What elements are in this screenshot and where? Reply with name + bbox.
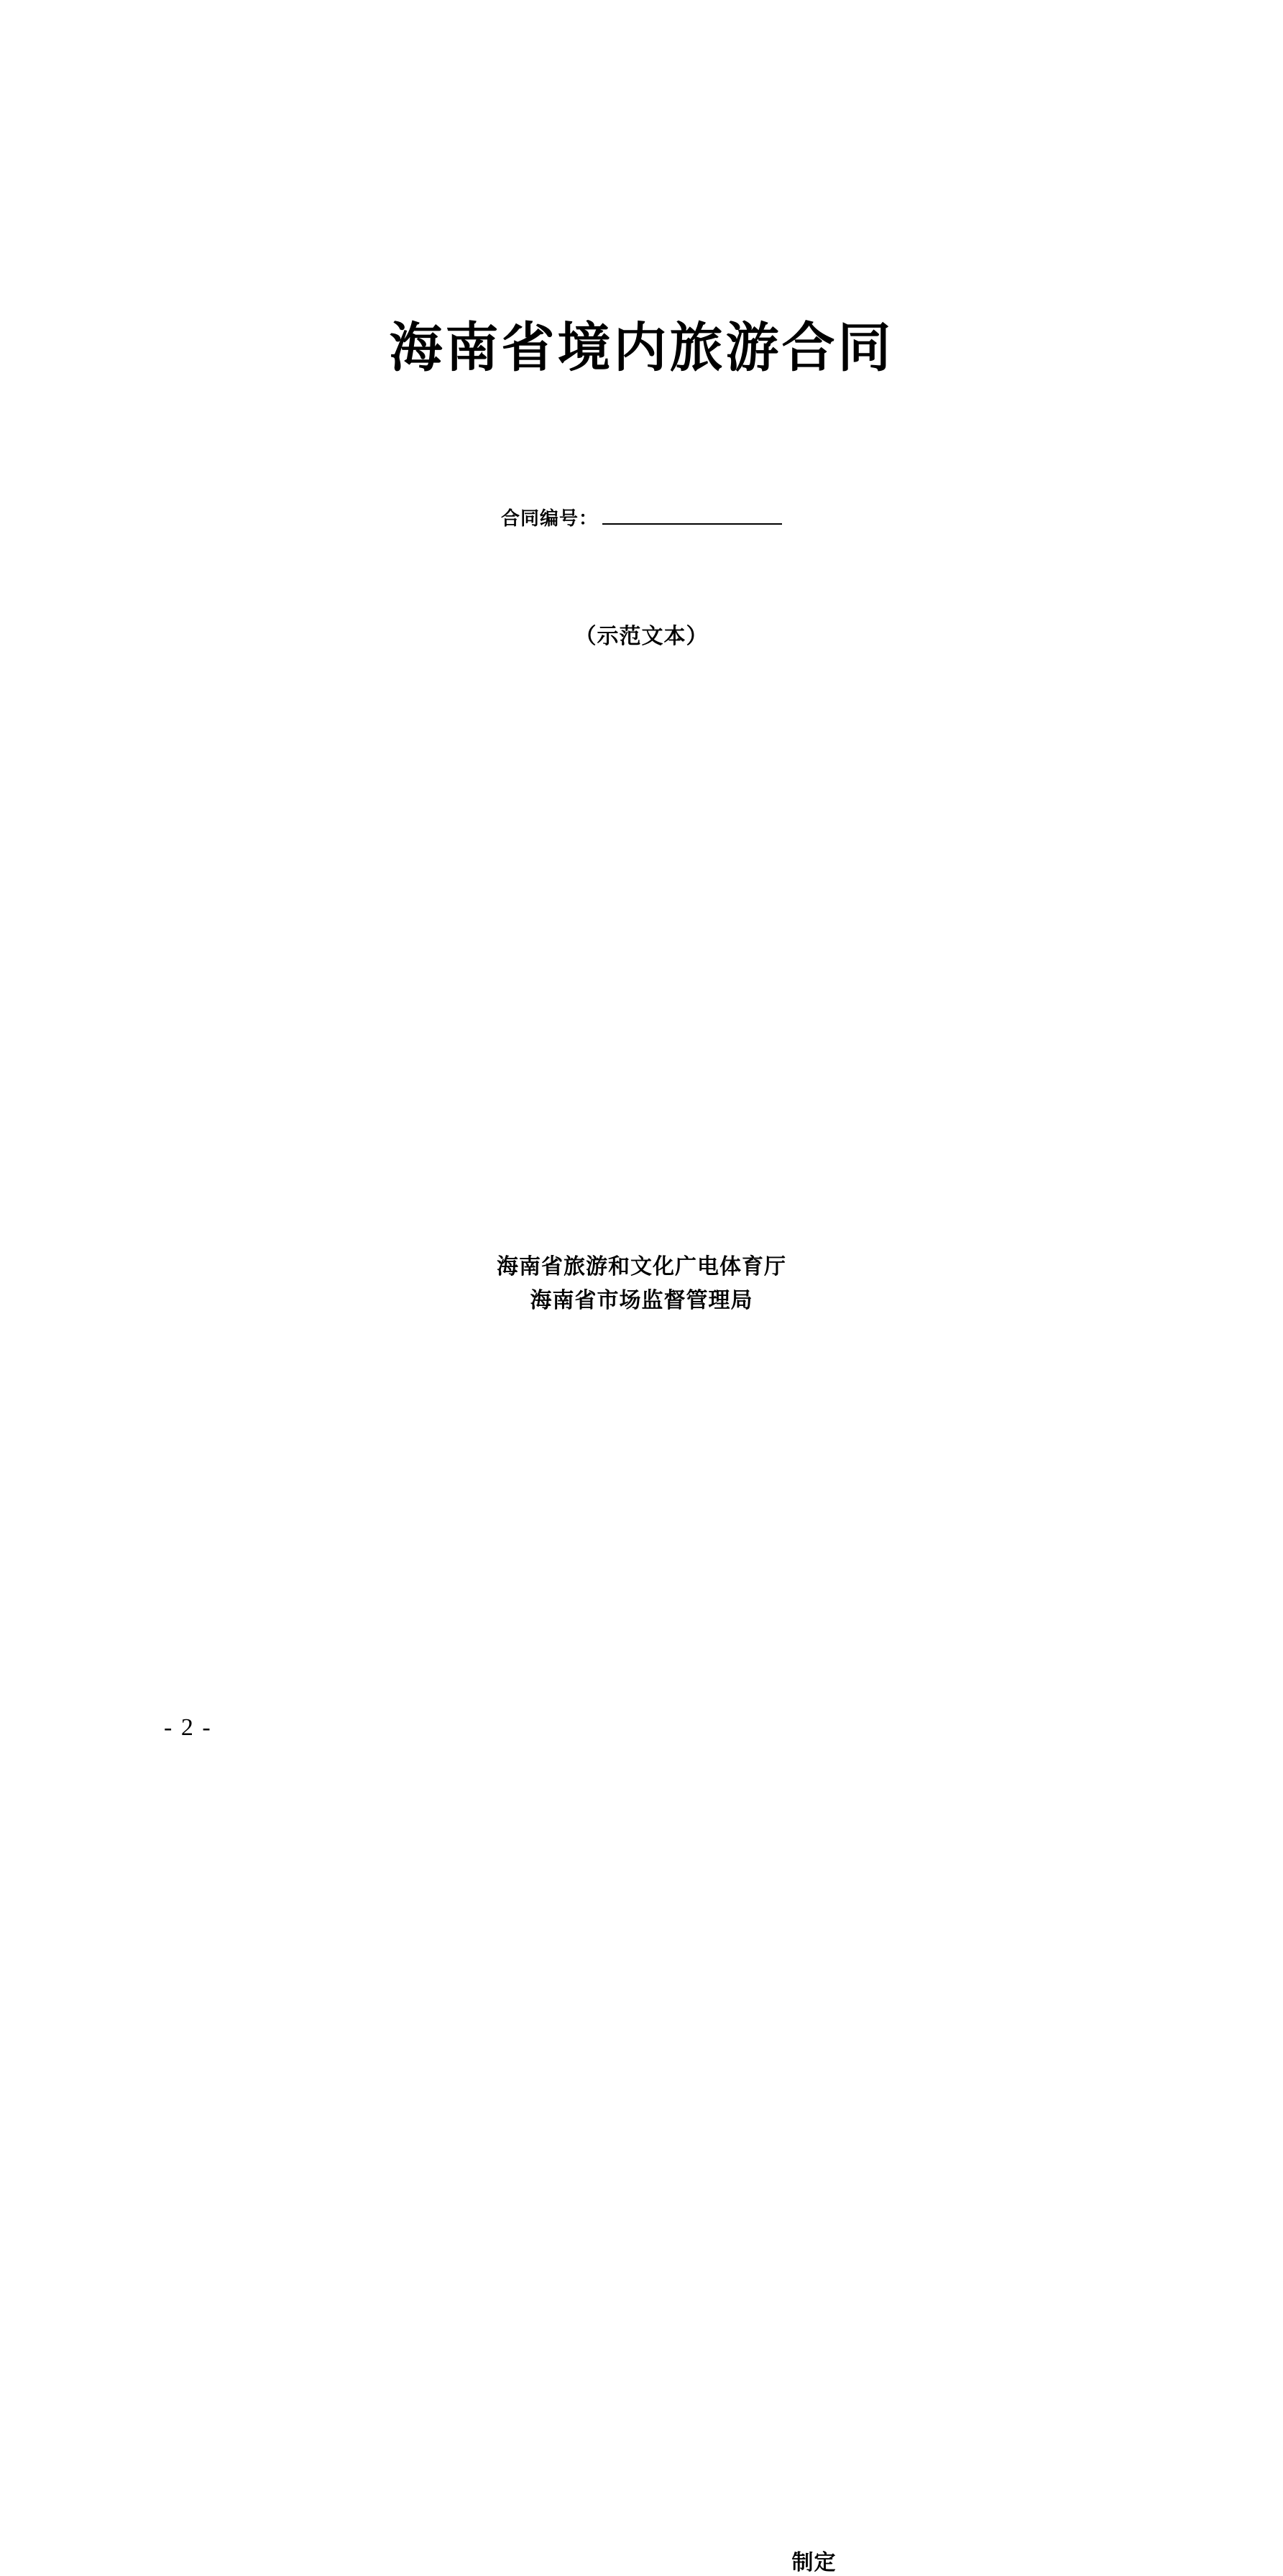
page-number: - 2 - [164,1714,212,1741]
contract-number-row [0,503,1283,530]
sample-text-label: （示范文本） [574,625,709,648]
issuer-line-2: 海南省市场监督管理局 [530,1288,753,1312]
contract-number-label: 合同编号： [500,507,598,529]
issuer-suffix: 制定 [791,2551,837,2575]
page-title: 海南省境内旅游合同 [389,318,894,377]
contract-number-blank[interactable] [602,503,782,525]
issuer-line-1: 海南省旅游和文化广电体育厅 [497,1255,786,1279]
issuer-block [0,1251,1283,2575]
